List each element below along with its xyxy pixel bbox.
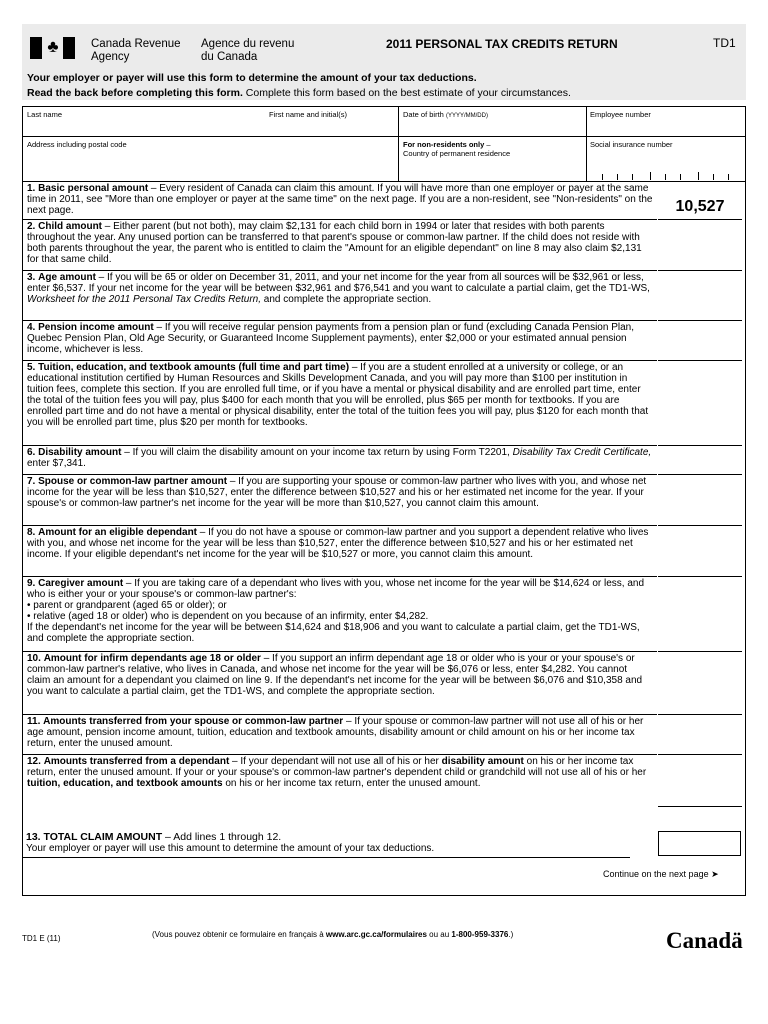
line-13-total [26,832,434,854]
non-resident-dash: – [484,140,491,149]
form-title: 2011 PERSONAL TAX CREDITS RETURN [386,37,618,51]
line-1-amount-value: 10,527 [675,198,725,215]
agency-name-en [91,38,181,64]
line-5-tuition [23,361,657,446]
bullet-item: relative (aged 18 or older) who is dependent on you because of an infirmity, enter $4,282. [33,610,429,622]
continue-next-page[interactable] [603,869,719,880]
line-9-amount-field[interactable] [658,651,742,652]
line-number: 2. [27,221,36,232]
intro-instructions [27,87,571,99]
address-label: Address including postal code [27,140,127,149]
line-6-disability [23,446,657,475]
line-number: 13. [26,831,41,843]
agency-fr-line2: du Canada [201,51,258,63]
canada-flag-icon: ♣ [30,37,76,59]
line-text: – If you are supporting your spouse or common-law partner who lives with you, and whose net income for the year will be less than $10,527, enter the difference between $10,527 and his or her estimated net income for the year. If your spouse's or common-law partner's net income for the year will be more than $10,527, you cannot claim this amount. [27,476,647,509]
canada-wordmark-logo: Canadä [666,928,743,953]
line-number: 11. [27,716,41,727]
line-text: – If you will be 65 or older on December 31, 2011, and your net income for the year from all sources will be $32,961 or less, enter $6,537. If your net income for the year will be between $32,961 and $76,541 and you want to calculate a partial claim, get the TD1-WS, [27,272,650,294]
line-title: Pension income amount [38,322,154,333]
line-text: – Either parent (but not both), may claim $2,131 for each child born in 1994 or later that resides with both parents throughout the year. Any unused portion can be transferred to that parent's spouse or common-law partner. If the child does not reside with both parents throughout the year, the parent who is entitled to claim the "Amount for an eligible dependant" on line 8 may also claim $2,131 for that same child. [27,221,642,265]
line-number: 9. [27,578,36,589]
line-2-amount-field[interactable] [658,270,742,271]
line-7-amount-field[interactable] [658,525,742,526]
continue-label: Continue on the next page [603,869,709,879]
arrow-right-icon: ➤ [711,869,719,879]
line-number: 4. [27,322,36,333]
line-number: 3. [27,272,36,283]
line-7-spouse [23,475,657,526]
line-title: Spouse or common-law partner amount [38,476,228,487]
non-resident-bold: For non-residents only [403,140,485,149]
line-title: Age amount [38,272,96,283]
line-text-italic: Disability Tax Credit Certificate, [512,447,652,458]
intro-instructions-bold: Read the back before completing this form. [27,87,243,99]
line-text: – If you do not have a spouse or common-law partner and you support a dependent relative who lives with you, and whose net income for the year will be less than $10,527, enter the difference between $10,527 and his or her estimated net income. If your eligible dependant's net income for the year will be $10,527 or more, you cannot claim this amount. [27,527,649,560]
line-8-amount-field[interactable] [658,576,742,577]
line-12-dependant-transfer [23,755,657,807]
country-label: Country of permanent residence [403,149,511,158]
country-field[interactable] [401,159,583,181]
line-9-caregiver: 9. Caregiver amount – If you are taking care of a dependant who lives with you, whose net income for the year will be $14,624 or less, and who is either your or your spouse's or common-law partner's: • parent or grandparent (aged 65 or older); or • relative (aged 18 or older) who is dependent on you because of an infirmity, enter $4,282. If the dependant's net income for the year will be between $14,624 and $18,906 and you want to calculate a partial claim, get the TD1-WS, and complete the appropriate section. [23,577,657,652]
agency-fr-line1: Agence du revenu [201,38,295,50]
intro-text: Your employer or payer will use this form to determine the amount of your tax deductions. [27,72,477,84]
line-number: 10. [27,653,41,664]
agency-name-fr [201,38,294,64]
dob-format: (YYYY/MM/DD) [445,113,488,119]
line-title: Amount for infirm dependants age 18 or older [43,653,261,664]
agency-en-line1: Canada Revenue [91,38,181,50]
line-text: – If your spouse or common-law partner will not use all of his or her age amount, pension income amount, tuition, education and textbook amounts, disability amount or child amount on his or her income tax return, enter the unused amount. [27,716,644,749]
line-number: 1. [27,183,36,194]
first-name-field[interactable] [267,119,395,135]
employee-number-label: Employee number [590,110,651,119]
line-title: Child amount [38,221,103,232]
employee-number-field[interactable] [589,119,743,135]
line-text: – Every resident of Canada can claim this amount. If you will have more than one employer or payer at the same time in 2011, see "More than one employer or payer at the same time" on the next page. If you are a non-resident, see "Non-residents" on the next page. [27,183,653,216]
line-text: – If you will receive regular pension payments from a pension plan or fund (excluding Canada Pension Plan, Quebec Pension Plan, Old Age Security, or Guaranteed Income Supplement payments), enter $2,000 or your estimated annual pension income, whichever is less. [27,322,634,355]
line-text: – If you are a student enrolled at a university or college, or an educational institution certified by Human Resources and Skills Development Canada, and you will pay more than $100 per institution in tuition fees, complete this section. If you are enrolled full time, or if you have a mental or physical disability and are enrolled part time, enter the total of the tuition fees you will pay, plus $400 for each month that you will be enrolled, plus $65 per month for textbooks. If you are enrolled part time and do not have a mental or physical disability, enter the total of the tuition fees you will pay, plus $120 for each month that you will be enrolled part time, plus $20 per month for textbooks. [27,362,649,428]
line-3-age-amount [23,271,657,321]
line-4-amount-field[interactable] [658,360,742,361]
line-text: enter $7,341. [27,457,86,469]
dob-field[interactable] [401,119,583,135]
claim-lines-section [22,182,746,896]
first-name-label: First name and initial(s) [269,110,347,119]
line-text: – If you are taking care of a dependant who lives with you, whose net income for the year will be $14,624 or less, and who is either your or your spouse's or common-law partner's: [27,578,645,600]
fr-note-text: (Vous pouvez obtenir ce formulaire en français à [152,930,326,939]
line-text-italic: Worksheet for the 2011 Personal Tax Credits Return, [27,293,262,305]
line-number: 8. [27,527,36,538]
agency-en-line2: Agency [91,51,130,63]
line-text: on his or her income tax return, enter the unused amount. If your or your spouse's or common-law partner's dependent child or grandchild will not use all of his or her [27,756,647,778]
line-title: Caregiver amount [38,578,124,589]
line-12-amount-field[interactable] [658,806,742,807]
divider [22,857,630,858]
line-10-infirm-dependants [23,652,657,715]
form-code: TD1 [713,36,736,50]
fr-phone: 1-800-959-3376 [451,930,509,939]
line-text: If the dependant's net income for the year will be between $14,624 and $18,906 and you want to calculate a partial claim, get the TD1-WS, and complete the appropriate section. [27,621,640,644]
non-resident-label [403,140,510,158]
line-title: Amount for an eligible dependant [38,527,198,538]
total-note: Your employer or payer will use this amount to determine the amount of your tax deductions. [26,843,435,854]
total-claim-amount-field[interactable] [658,831,741,856]
line-11-amount-field[interactable] [658,754,742,755]
intro-instructions-rest: Complete this form based on the best estimate of your circumstances. [242,87,571,99]
dob-label-text: Date of birth [403,110,444,119]
fr-url-link[interactable]: www.arc.gc.ca/formulaires [325,930,427,939]
sin-tick-marks [600,172,740,180]
bullet-item: parent or grandparent (aged 65 or older); or [33,599,227,611]
line-number: 6. [27,447,36,458]
line-title: Amounts transferred from a dependant [43,756,230,767]
line-4-pension-income [23,321,657,361]
line-title: Disability amount [38,447,122,458]
line-text: – Add lines 1 through 12. [162,831,282,843]
line-text: – If you will claim the disability amount on your income tax return by using Form T2201, [121,447,513,458]
line-text: – If you support an infirm dependant age 18 or older who is your or your spouse's or common-law partner's relative, who lives in Canada, and whose net income for the year will be $6,076 or less, enter $4,282. You cannot claim an amount for a dependant you claimed on line 9. If the dependant's net income for the year will be between $6,076 and $10,358 and you want to calculate a partial claim, get the TD1-WS, and complete the appropriate section. [27,653,643,697]
line-title: Tuition, education, and textbook amounts (full time and part time) [38,362,350,373]
line-title: Basic personal amount [38,183,149,194]
line-number: 5. [27,362,36,373]
last-name-label: Last name [27,110,63,119]
form-version: TD1 E (11) [22,934,61,943]
line-2-child-amount [23,220,657,271]
line-6-amount-field[interactable] [658,474,742,475]
line-text: on his or her income tax return, enter the unused amount. [222,777,481,789]
identification-table [22,106,746,182]
line-3-amount-field[interactable] [658,320,742,321]
sin-label: Social insurance number [590,140,673,149]
line-10-amount-field[interactable] [658,714,742,715]
line-number: 7. [27,476,36,487]
line-text: and complete the appropriate section. [261,293,432,305]
line-text-bold: tuition, education, and textbook amounts [27,777,223,789]
line-text: – If your dependant will not use all of his or her [229,756,442,767]
line-1-amount-field[interactable] [658,219,742,220]
line-text-bold: disability amount [441,756,524,767]
fr-note-text: .) [508,930,514,939]
last-name-field[interactable] [25,119,265,135]
line-5-amount-field[interactable] [658,445,742,446]
fr-note-text: ou au [426,930,452,939]
french-availability-note [152,930,513,939]
address-field[interactable] [25,149,395,181]
line-11-spouse-transfer [23,715,657,755]
line-8-eligible-dependant [23,526,657,577]
line-title: TOTAL CLAIM AMOUNT [43,831,163,843]
line-number: 12. [27,756,41,767]
line-title: Amounts transferred from your spouse or common-law partner [43,716,344,727]
line-1-basic-personal [23,182,657,220]
